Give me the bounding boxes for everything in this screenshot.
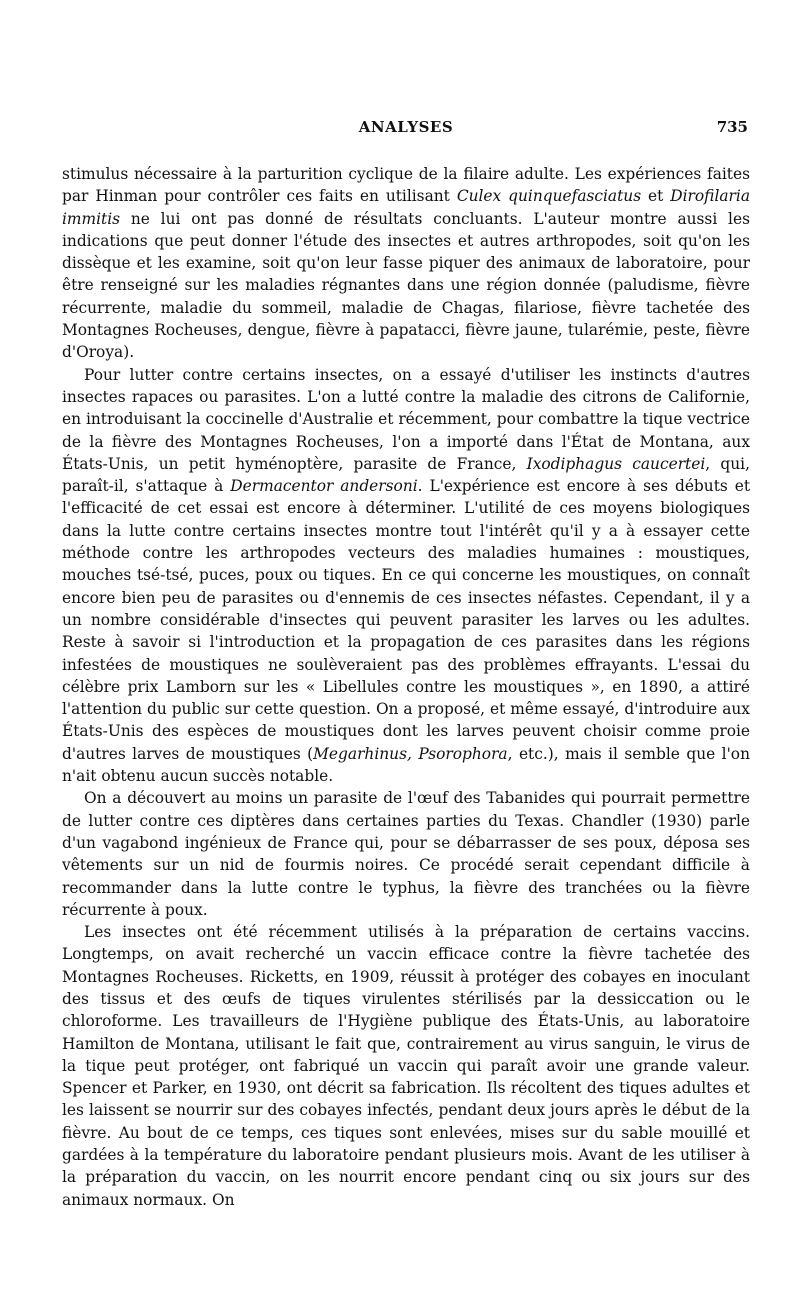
page-number: 735 <box>716 118 748 136</box>
text-run: On a découvert au moins un parasite de l'œuf des Tabanides qui pourrait permettre de lutter contre ces diptères dans certaines parties du Texas. Chandler (1930) parle d'un vagabond ingénieux de France qui, pour se débarrasser de ses poux, déposa ses vêtements sur un nid de fourmis noires. Ce procédé serait cependant difficile à recommander dans la lutte contre le typhus, la fièvre des tranchées ou la fièvre récurrente à poux. <box>62 789 750 919</box>
text-run: , etc.), mais il semble que l'on n'ait obtenu aucun succès notable. <box>62 744 750 786</box>
italic-term: Megarhinus, Psorophora <box>313 744 508 763</box>
text-run: Pour lutter contre certains insectes, on a essayé d'utiliser les instincts d'autres insectes rapaces ou parasites. L'on a lutté contre la maladie des citrons de Californie, en introduisant la coccinelle d'Australie et récemment, pour combattre la tique vectrice de la fièvre des Montagnes Rocheuses, l'on a importé dans l'État de Montana, aux États-Unis, un petit hyménoptère, parasite de France, <box>62 365 750 473</box>
italic-term: Dermacentor andersoni <box>230 477 418 496</box>
italic-term: Ixodiphagus caucertei <box>526 454 706 473</box>
paragraph <box>62 163 750 364</box>
body-text <box>62 163 750 1211</box>
paragraph <box>62 921 750 1211</box>
text-run: . L'expérience est encore à ses débuts et l'efficacité de cet essai est encore à déterminer. L'utilité de ces moyens biologiques dans la lutte contre certains insectes montre tout l'intérêt qu'il y a à essayer cette méthode contre les arthropodes vecteurs des maladies humaines : moustiques, mouches tsé-tsé, puces, poux ou tiques. En ce qui concerne les moustiques, on connaît encore bien peu de parasites ou d'ennemis de ces insectes néfastes. Cependant, il y a un nombre considérable d'insectes qui peuvent parasiter les larves ou les adultes. Reste à savoir si l'introduction et la propagation de ces parasites dans les régions infestées de moustiques ne soulèveraient pas des problèmes effrayants. L'essai du célèbre prix Lamborn sur les « Libellules contre les moustiques », en 1890, a attiré l'attention du public sur cette question. On a proposé, et même essayé, d'introduire aux États-Unis des espèces de moustiques dont les larves peuvent choisir comme proie d'autres larves de moustiques ( <box>62 477 751 763</box>
text-run: stimulus nécessaire à la parturition cyclique de la filaire adulte. Les expériences faites par Hinman pour contrôler ces faits en utilisant <box>62 165 750 206</box>
italic-term: Dirofilaria immitis <box>62 187 751 228</box>
text-run: , qui, paraît-il, s'attaque à <box>62 454 750 496</box>
text-run: et <box>641 187 671 206</box>
text-run: Les insectes ont été récemment utilisés à la préparation de certains vaccins. Longtemps, on avait recherché un vaccin efficace contre la fièvre tachetée des Montagnes Rocheuses. Ricketts, en 1909, réussit à protéger des cobayes en inoculant des tissus et des œufs de tiques virulentes stérilisés par la dessiccation ou le chloroforme. Les travailleurs de l'Hygiène publique des États-Unis, au laboratoire Hamilton de Montana, utilisant le fait que, contrairement au virus sanguin, le virus de la tique peut protéger, ont fabriqué un vaccin qui paraît avoir une grande valeur. Spencer et Parker, en 1930, ont décrit sa fabrication. Ils récoltent des tiques adultes et les laissent se nourrir sur des cobayes infectés, pendant deux jours après le début de la fièvre. Au bout de ce temps, ces tiques sont enlevées, mises sur du sable mouillé et gardées à la température du laboratoire pendant plusieurs mois. Avant de les utiliser à la préparation du vaccin, on les nourrit encore pendant cinq ou six jours sur des animaux normaux. On <box>62 923 750 1209</box>
page-header <box>62 110 750 146</box>
italic-term: Culex quinquefasciatus <box>456 187 642 206</box>
text-run: ne lui ont pas donné de résultats concluants. L'auteur montre aussi les indications que peut donner l'étude des insectes et autres arthropodes, soit qu'on les dissèque et les examine, soit qu'on leur fasse piquer des animaux de laboratoire, pour être renseigné sur les maladies régnantes dans une région donnée (paludisme, fièvre récurrente, maladie du sommeil, maladie de Chagas, filariose, fièvre tachetée des Montagnes Rocheuses, dengue, fièvre à papatacci, fièvre jaune, tularémie, peste, fièvre d'Oroya). <box>62 209 750 362</box>
paragraph <box>62 364 750 788</box>
running-title: ANALYSES <box>358 118 454 136</box>
paragraph <box>62 787 750 921</box>
